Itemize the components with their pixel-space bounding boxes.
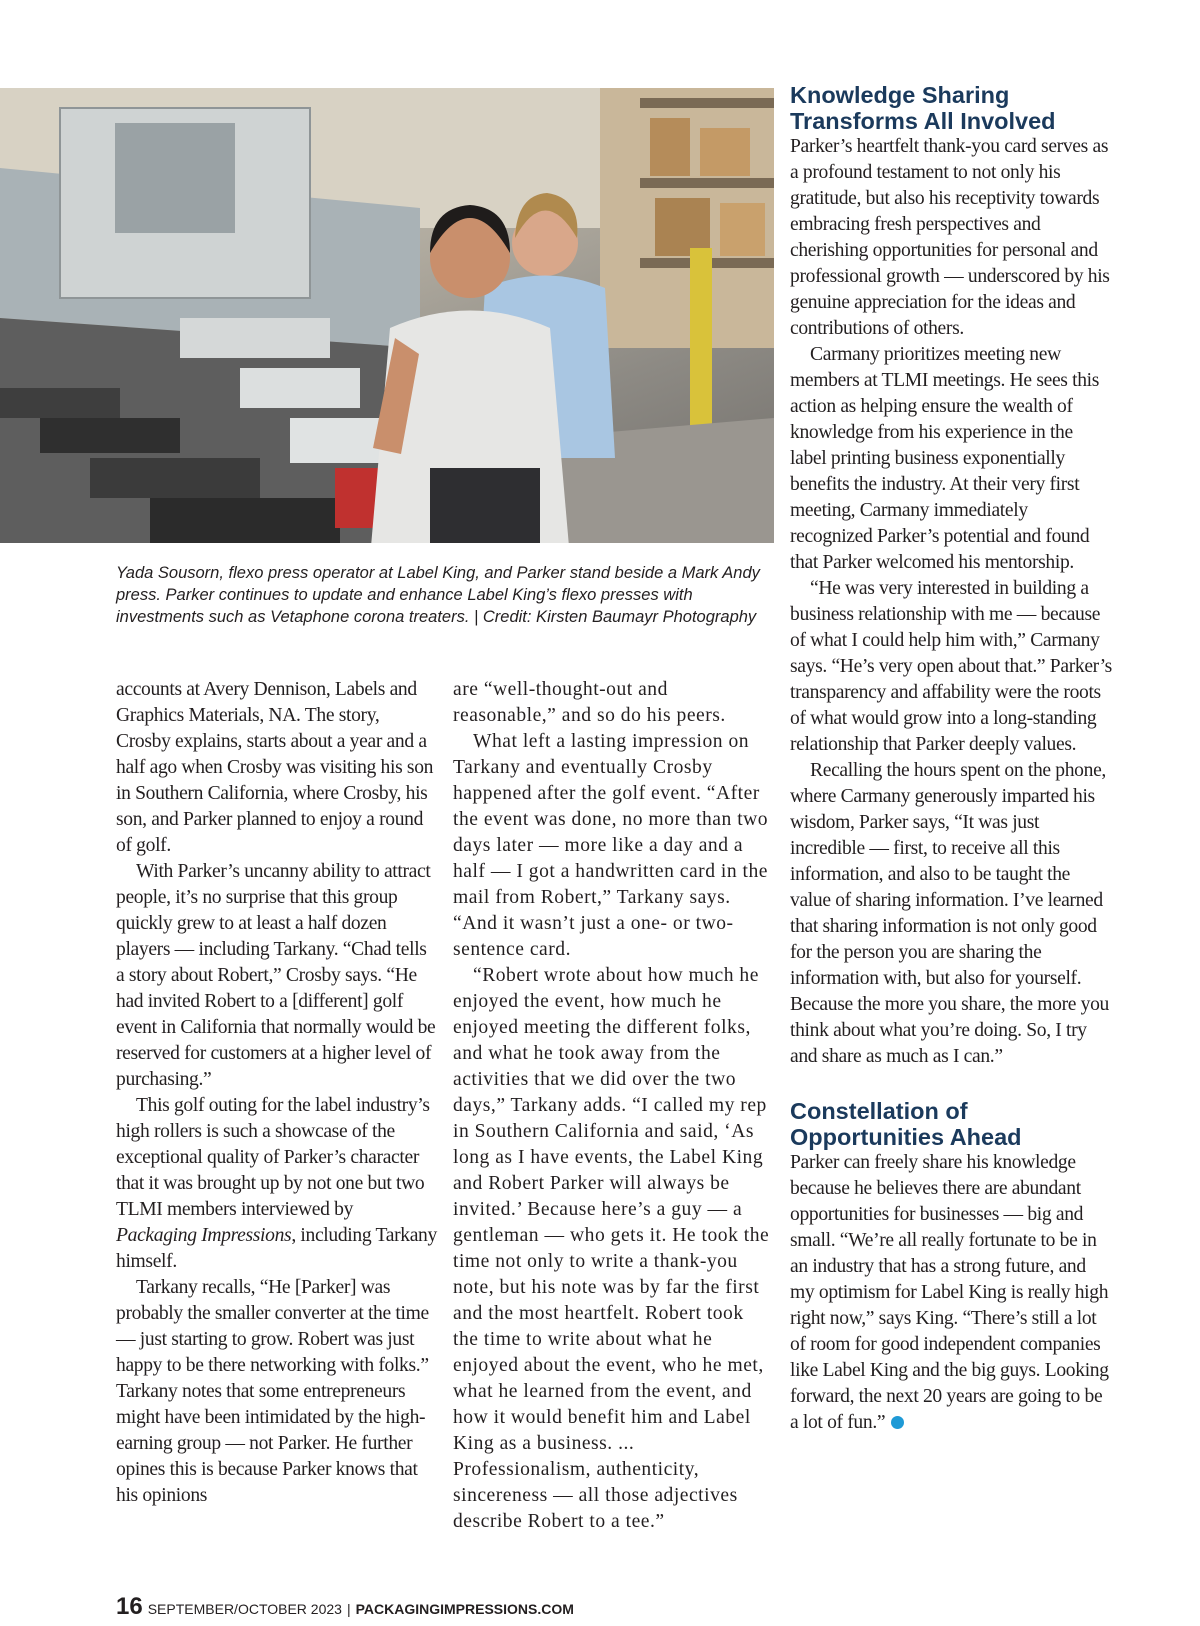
section-heading: Constellation of Opportunities Ahead xyxy=(790,1098,1022,1150)
paragraph: are “well-thought-out and reasonable,” and so do his peers. xyxy=(453,679,726,726)
paragraph xyxy=(790,1150,1112,1436)
paragraph: Tarkany recalls, “He [Parker] was probably the smaller converter at the time — just starting to grow. Robert was just happy to be there networking with folks.” Tarkany notes that some entrepreneurs might have been intimidated by the high-earning group — not Parker. He further opines this is because Parker knows that his opinions xyxy=(116,1277,429,1506)
section-heading: Knowledge Sharing Transforms All Involved xyxy=(790,82,1056,134)
website-link[interactable]: PACKAGINGIMPRESSIONS.COM xyxy=(355,1601,574,1617)
paragraph xyxy=(116,1093,438,1275)
paragraph: Recalling the hours spent on the phone, where Carmany generously imparted his wisdom, Parker says, “It was just incredible — first, to receive all this information, and also to be taught the value of sharing information. I’ve learned that sharing information is not only good for the person you are sharing the information with, but also for yourself. Because the more you share, the more you think about what you’re doing. So, I try and share as much as I can.” xyxy=(790,760,1109,1067)
text-run: Parker can freely share his knowledge because he believes there are abundant opportunities for businesses — big and small. “We’re all really fortunate to be in an industry that has a strong future, and my optimism for Label King is really high right now,” says King. “There’s still a lot of room for good independent companies like Label King and the big guys. Looking forward, the next 20 years are going to be a lot of fun.” xyxy=(790,1152,1109,1433)
article-column-1 xyxy=(116,677,438,1509)
article-column-3 xyxy=(790,82,1112,1436)
paragraph: Carmany prioritizes meeting new members at TLMI meetings. He sees this action as helping ensure the wealth of knowledge from his experience in the label printing business exponentially benefits the industry. At their very first meeting, Carmany immediately recognized Parker’s potential and found that Parker welcomed his mentorship. xyxy=(790,344,1100,573)
footer-separator: | xyxy=(346,1601,351,1617)
text-run: , including Tarkany himself. xyxy=(116,1225,437,1272)
paragraph: accounts at Avery Dennison, Labels and Graphics Materials, NA. The story, Crosby explains, starts about a year and a half ago when Crosby was visiting his son in Southern California, where Crosby, his son, and Parker planned to enjoy a round of golf. xyxy=(116,679,434,856)
publication-title: Packaging Impressions xyxy=(116,1225,292,1246)
feature-photo xyxy=(0,88,774,543)
article-column-2 xyxy=(453,677,773,1535)
paragraph: “He was very interested in building a business relationship with me — because of what I could help him with,” Carmany says. “He’s very open about that.” Parker’s transparency and affability were the roots of what would grow into a long-standing relationship that Parker deeply values. xyxy=(790,578,1112,755)
end-of-article-dot-icon xyxy=(891,1416,904,1429)
photo-caption: Yada Sousorn, flexo press operator at Label King, and Parker stand beside a Mark Andy press. Parker continues to update and enhance Label King’s flexo presses with investments such as Vetaphone corona treaters. | Credit: Kirsten Baumayr Photography xyxy=(116,564,760,626)
paragraph: Parker’s heartfelt thank-you card serves as a profound testament to not only his gratitude, but also his receptivity towards embracing fresh perspectives and cherishing opportunities for personal and professional growth — underscored by his genuine appreciation for the ideas and contributions of others. xyxy=(790,136,1110,339)
text-run: This golf outing for the label industry’s high rollers is such a showcase of the exceptional quality of Parker’s character that it was brought up by not one but two TLMI members interviewed by xyxy=(116,1095,430,1220)
page-number: 16 xyxy=(116,1593,143,1620)
paragraph: With Parker’s uncanny ability to attract people, it’s no surprise that this group quickly grew to at least a half dozen players — including Tarkany. “Chad tells a story about Robert,” Crosby says. “He had invited Robert to a [different] golf event in California that normally would be reserved for customers at a higher level of purchasing.” xyxy=(116,861,436,1090)
page-footer xyxy=(116,1593,574,1621)
issue-date: SEPTEMBER/OCTOBER 2023 xyxy=(147,1601,342,1617)
paragraph: What left a lasting impression on Tarkany and eventually Crosby happened after the golf event. “After the event was done, no more than two days later — more like a day and a half — I got a handwritten card in the mail from Robert,” Tarkany says. “And it wasn’t just a one- or two-sentence card. xyxy=(453,731,769,960)
paragraph: “Robert wrote about how much he enjoyed the event, how much he enjoyed meeting the different folks, and what he took away from the activities that we did over the two days,” Tarkany adds. “I called my rep in Southern California and said, ‘As long as I have events, the Label King and Robert Parker will always be invited.’ Because here’s a guy — a gentleman — who gets it. He took the time not only to write a thank-you note, but his note was by far the first and the most heartfelt. Robert took the time to write about what he enjoyed about the event, who he met, what he learned from the event, and how it would benefit him and Label King as a business. ... Professionalism, authenticity, sincereness — all those adjectives describe Robert to a tee.” xyxy=(453,965,770,1532)
